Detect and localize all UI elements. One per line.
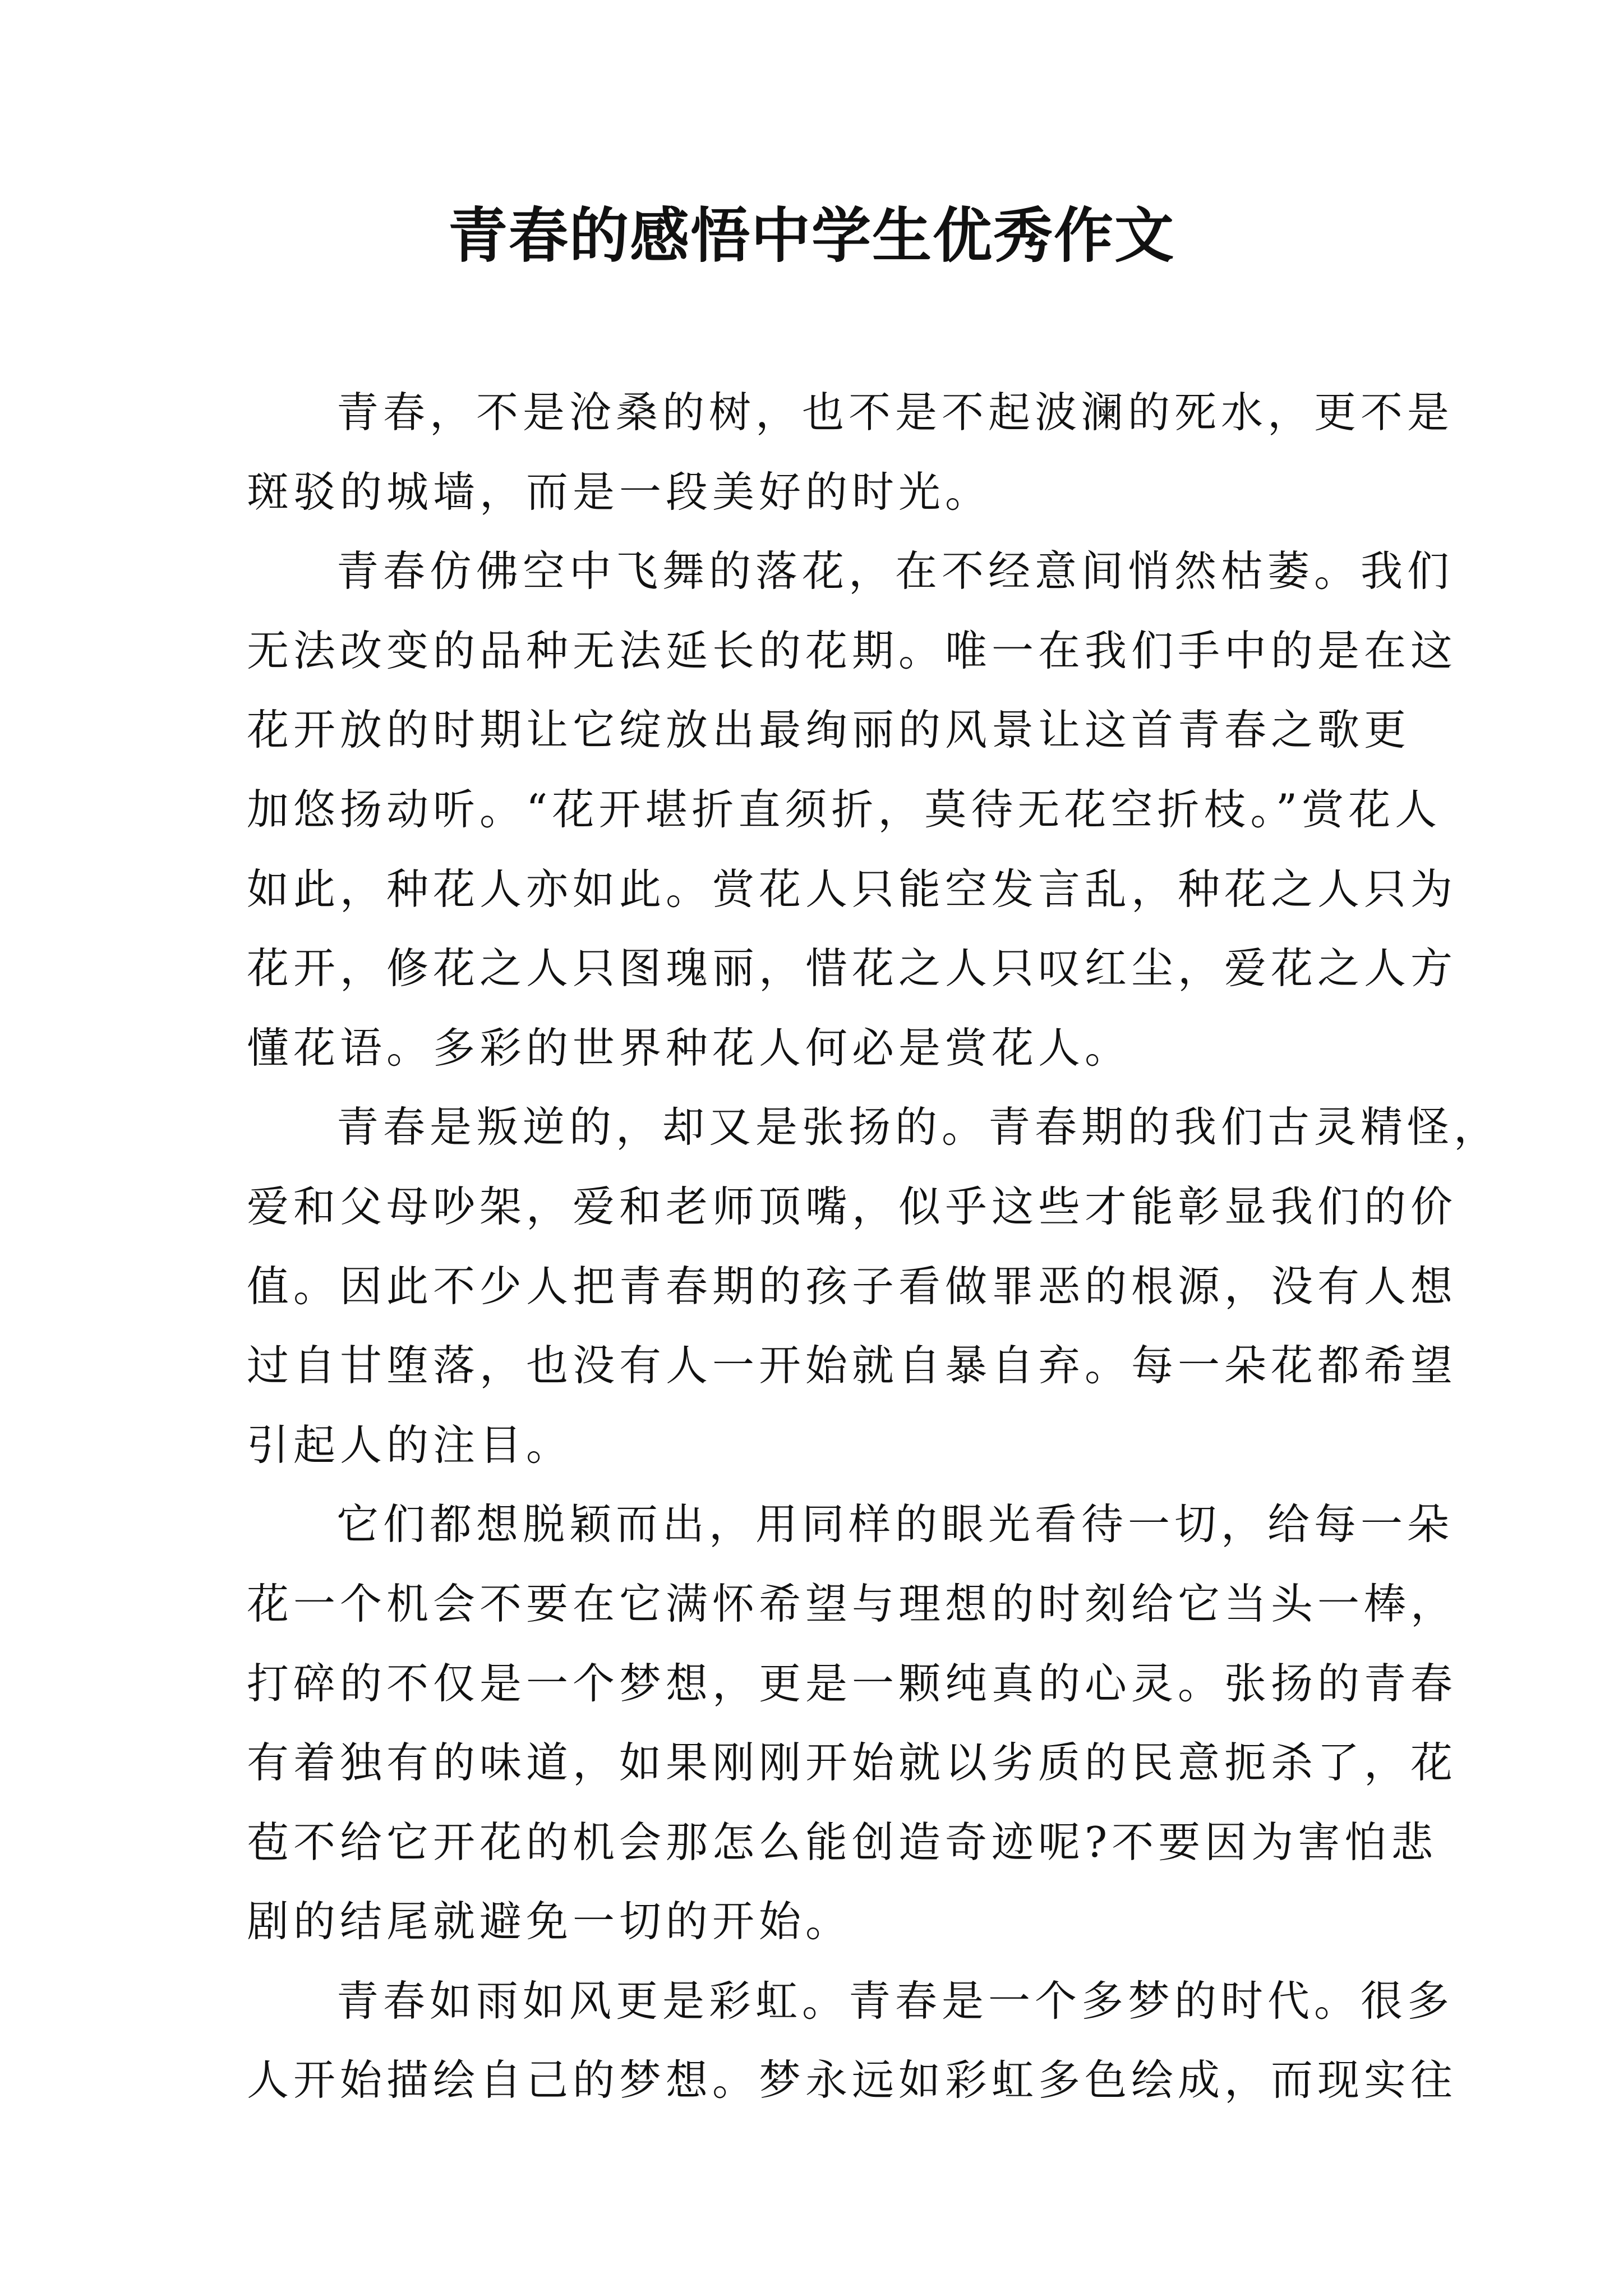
paragraph-2-line-4: 加悠扬动听。“花开堪折直须折，莫待无花空折枝。”赏花人 — [247, 784, 1442, 834]
paragraph-3-line-2: 爱和父母吵架，爱和老师顶嘴，似乎这些才能彰显我们的价 — [247, 1181, 1458, 1231]
paragraph-2-line-3: 花开放的时期让它绽放出最绚丽的风景让这首青春之歌更 — [247, 705, 1411, 755]
paragraph-2-line-7: 懂花语。多彩的世界种花人何必是赏花人。 — [247, 1023, 1132, 1073]
paragraph-4-line-4: 有着独有的味道，如果刚刚开始就以劣质的民意扼杀了，花 — [247, 1738, 1458, 1788]
paragraph-1-line-2: 斑驳的城墙，而是一段美好的时光。 — [247, 467, 992, 517]
paragraph-3-line-4: 过自甘堕落，也没有人一开始就自暴自弃。每一朵花都希望 — [247, 1341, 1458, 1391]
paragraph-2-line-5: 如此，种花人亦如此。赏花人只能空发言乱，种花之人只为 — [247, 864, 1458, 914]
paragraph-3-line-3: 值。因此不少人把青春期的孩子看做罪恶的根源，没有人想 — [247, 1261, 1458, 1311]
paragraph-1-line-1: 青春，不是沧桑的树，也不是不起波澜的死水，更不是 — [336, 388, 1454, 437]
paragraph-3-line-1: 青春是叛逆的，却又是张扬的。青春期的我们古灵精怪， — [336, 1102, 1501, 1152]
paragraph-2-line-1: 青春仿佛空中飞舞的落花，在不经意间悄然枯萎。我们 — [336, 546, 1454, 596]
paragraph-4-line-6: 剧的结尾就避免一切的开始。 — [247, 1897, 852, 1947]
paragraph-4-line-5: 苞不给它开花的机会那怎么能创造奇迹呢?不要因为害怕悲 — [247, 1817, 1438, 1867]
paragraph-2-line-2: 无法改变的品种无法延长的花期。唯一在我们手中的是在这 — [247, 625, 1458, 675]
paragraph-4-line-2: 花一个机会不要在它满怀希望与理想的时刻给它当头一棒， — [247, 1579, 1458, 1628]
paragraph-5-line-1: 青春如雨如风更是彩虹。青春是一个多梦的时代。很多 — [336, 1976, 1454, 2026]
paragraph-2-line-6: 花开，修花之人只图瑰丽，惜花之人只叹红尘，爱花之人方 — [247, 944, 1458, 993]
paragraph-5-line-2: 人开始描绘自己的梦想。梦永远如彩虹多色绘成，而现实往 — [247, 2055, 1458, 2105]
paragraph-4-line-1: 它们都想脱颖而出，用同样的眼光看待一切，给每一朵 — [336, 1499, 1454, 1549]
paragraph-3-line-5: 引起人的注目。 — [247, 1420, 573, 1470]
paragraph-4-line-3: 打碎的不仅是一个梦想，更是一颗纯真的心灵。张扬的青春 — [247, 1658, 1458, 1708]
document-body — [247, 373, 1501, 2120]
document-title: 青春的感悟中学生优秀作文 — [448, 200, 1175, 270]
